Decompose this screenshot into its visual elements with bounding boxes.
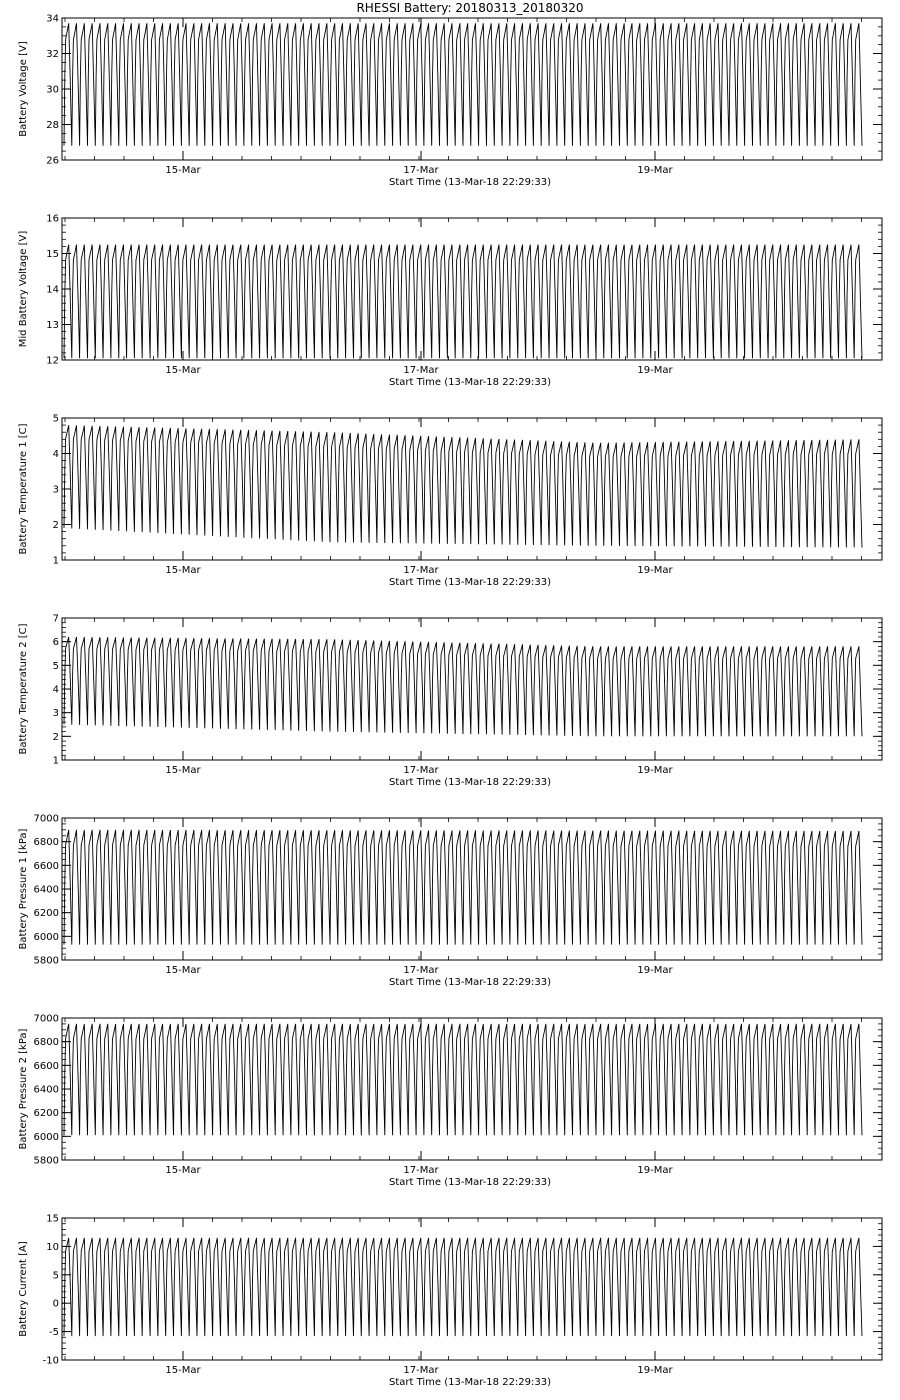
panels-container [18,14,882,1389]
y-tick-label: 4 [52,449,59,460]
x-tick-label: 15-Mar [165,765,201,776]
x-tick-label: 17-Mar [403,1165,439,1176]
series-line [64,1024,862,1135]
series-line [64,1238,862,1336]
y-tick-label: 7 [52,613,59,625]
y-tick-label: 6600 [33,1060,59,1072]
y-axis-title: Battery Pressure 1 [kPa] [18,828,29,950]
series-line [64,245,862,359]
y-tick-label: 3 [52,484,59,496]
y-tick-label: 15 [46,1213,59,1225]
y-tick-label: -5 [49,1327,59,1339]
y-tick-label: 6200 [33,908,59,920]
y-axis-title: Battery Voltage [V] [18,41,29,137]
series-line [64,23,862,146]
x-tick-label: 15-Mar [165,165,201,176]
x-axis-title: Start Time (13-Mar-18 22:29:33) [388,1377,552,1388]
series-line [64,830,862,945]
y-tick-label: 6 [52,637,59,649]
y-tick-label: 6600 [33,860,59,872]
x-tick-label: 17-Mar [403,1365,439,1376]
x-axis-title: Start Time (13-Mar-18 22:29:33) [388,777,552,788]
y-tick-label: 5 [52,660,59,672]
x-tick-label: 15-Mar [165,965,201,976]
x-tick-label: 19-Mar [637,565,673,576]
x-tick-label: 17-Mar [403,965,439,976]
y-tick-label: 10 [46,1241,59,1253]
panel-3 [18,414,882,589]
x-tick-label: 17-Mar [403,165,439,176]
y-tick-label: 2 [52,520,59,531]
y-tick-label: 1 [52,755,59,767]
series-line [64,425,862,547]
x-tick-label: 19-Mar [637,1365,673,1376]
y-axis-title: Battery Temperature 2 [C] [18,623,29,755]
y-tick-label: 4 [52,684,59,696]
y-tick-label: 2 [52,731,59,743]
y-tick-label: 5 [52,413,59,425]
x-axis-title: Start Time (13-Mar-18 22:29:33) [388,177,552,188]
y-tick-label: 0 [52,1298,59,1310]
y-tick-label: 6200 [33,1108,59,1120]
panel-5 [18,814,882,989]
y-tick-label: 3 [52,708,59,720]
y-axis-title: Mid Battery Voltage [V] [18,230,29,348]
y-tick-label: 7000 [33,1013,59,1025]
x-tick-label: 15-Mar [165,565,201,576]
y-tick-label: 6400 [33,884,59,896]
figure-title: RHESSI Battery: 20180313_20180320 [356,1,584,15]
y-tick-label: 28 [46,120,59,131]
y-tick-label: 26 [46,155,59,167]
x-tick-label: 17-Mar [403,365,439,376]
series-line [64,637,862,736]
x-tick-label: 19-Mar [637,365,673,376]
y-tick-label: 1 [52,555,59,567]
panel-1 [18,14,882,189]
y-tick-label: -10 [42,1355,59,1367]
y-tick-label: 6000 [33,1131,59,1143]
y-tick-label: 16 [46,213,59,225]
x-axis-title: Start Time (13-Mar-18 22:29:33) [388,377,552,388]
y-tick-label: 6000 [33,931,59,943]
y-tick-label: 6400 [33,1084,59,1096]
y-tick-label: 5800 [33,1155,59,1167]
x-axis-title: Start Time (13-Mar-18 22:29:33) [388,577,552,588]
y-tick-label: 30 [46,84,59,96]
x-axis-title: Start Time (13-Mar-18 22:29:33) [388,1177,552,1188]
panel-6 [18,1014,882,1189]
x-tick-label: 15-Mar [165,1165,201,1176]
x-tick-label: 19-Mar [637,765,673,776]
x-tick-label: 17-Mar [403,765,439,776]
x-tick-label: 15-Mar [165,1365,201,1376]
y-tick-label: 7000 [33,813,59,825]
panel-2 [18,214,882,389]
y-axis-title: Battery Pressure 2 [kPa] [18,1028,29,1150]
y-tick-label: 6800 [33,837,59,849]
x-axis-title: Start Time (13-Mar-18 22:29:33) [388,977,552,988]
y-tick-label: 5800 [33,955,59,967]
y-tick-label: 12 [46,355,59,367]
y-tick-label: 13 [46,320,59,331]
y-tick-label: 5 [52,1270,59,1282]
x-tick-label: 19-Mar [637,965,673,976]
y-tick-label: 32 [46,49,59,60]
x-tick-label: 17-Mar [403,565,439,576]
y-axis-title: Battery Temperature 1 [C] [18,423,29,555]
y-tick-label: 6800 [33,1037,59,1049]
x-tick-label: 15-Mar [165,365,201,376]
panel-7 [18,1214,882,1389]
x-tick-label: 19-Mar [637,1165,673,1176]
panel-4 [18,614,882,789]
y-tick-label: 34 [46,13,59,25]
y-tick-label: 15 [46,249,59,260]
x-tick-label: 19-Mar [637,165,673,176]
y-axis-title: Battery Current [A] [18,1241,29,1337]
y-tick-label: 14 [46,284,59,296]
